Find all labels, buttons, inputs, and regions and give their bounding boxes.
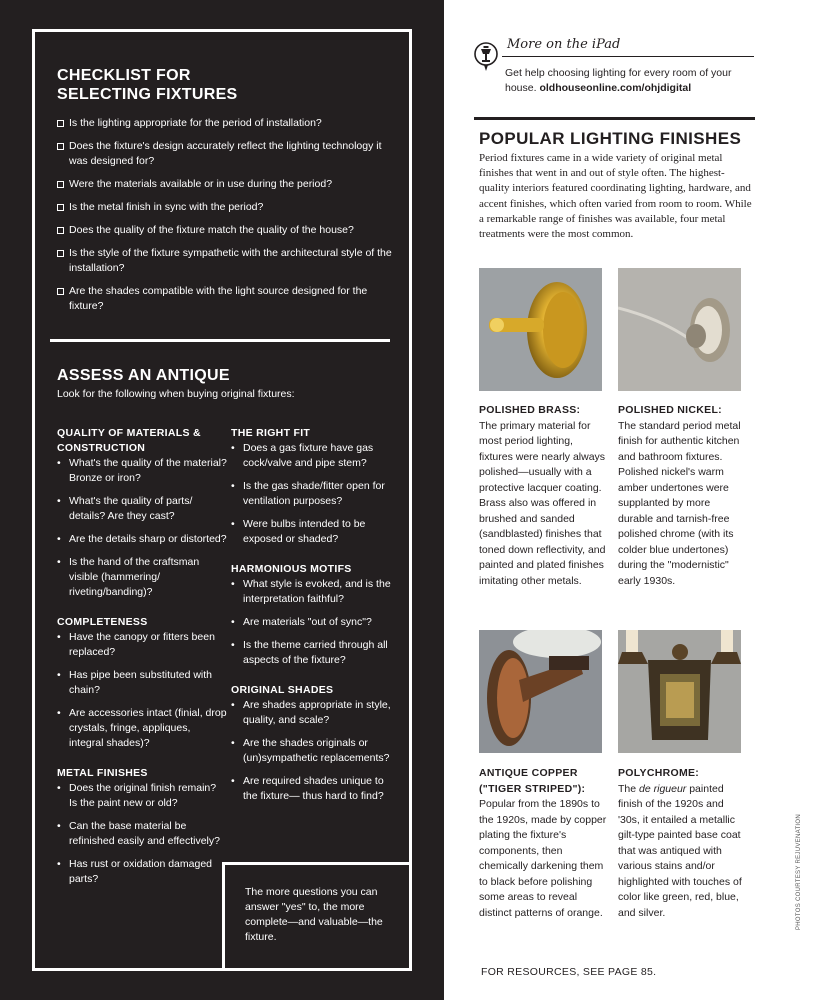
ipad-rule	[502, 56, 754, 57]
finish-heading: POLISHED BRASS:	[479, 404, 581, 416]
list-item: • Does the original finish remain? Is the paint new or old?	[57, 781, 227, 811]
section-heading-right-fit: THE RIGHT FIT	[231, 427, 311, 439]
resources-note: FOR RESOURCES, SEE PAGE 85.	[481, 966, 657, 978]
right-fit-list	[231, 441, 401, 547]
finish-text-pre: The	[618, 782, 640, 795]
checklist-item: Is the metal finish in sync with the period?	[57, 200, 402, 215]
finish-heading: ANTIQUE COPPER ("TIGER STRIPED"):	[479, 767, 586, 795]
finish-heading: POLYCHROME:	[618, 767, 700, 779]
list-item: • Has rust or oxidation damaged parts?	[57, 857, 227, 887]
finishes-title: POPULAR LIGHTING FINISHES	[479, 129, 742, 148]
checklist-item: Does the quality of the fixture match the quality of the house?	[57, 223, 402, 238]
finish-text: The primary material for most period lighting, fixtures were nearly always polished—usually with a protective lacquer coating. Brass also was offered in brushed and sanded (sandblasted) finishes that toned down reflectivity, and painted and plated finishes imitating other metals.	[479, 419, 606, 587]
list-item: • Can the base material be refinished easily and effectively?	[57, 819, 227, 849]
ipad-text	[505, 66, 755, 96]
assess-title: ASSESS AN ANTIQUE	[57, 367, 230, 384]
ipad-description: Get help choosing lighting for every room of your house.	[505, 67, 732, 94]
list-item: • Has pipe been substituted with chain?	[57, 668, 227, 698]
finish-heading: POLISHED NICKEL:	[618, 404, 722, 416]
panel-divider	[50, 339, 390, 342]
section-rule	[474, 117, 755, 120]
list-item: • Are the shades originals or (un)sympathetic replacements?	[231, 736, 401, 766]
finish-text-em: de rigueur	[639, 782, 687, 795]
photo-credit: PHOTOS COURTESY REJUVENATION	[796, 814, 802, 930]
list-item: • Were bulbs intended to be exposed or shaded?	[231, 517, 401, 547]
list-item: • What's the quality of the material? Bronze or iron?	[57, 456, 227, 486]
list-item: • Is the gas shade/fitter open for ventilation purposes?	[231, 479, 401, 509]
antique-copper-photo	[479, 630, 602, 753]
finish-antique-copper	[479, 766, 607, 921]
list-item: • Are required shades unique to the fixture— thus hard to find?	[231, 774, 401, 804]
section-heading-quality: QUALITY OF MATERIALS & CONSTRUCTION	[57, 427, 201, 454]
checklist-item: Are the shades compatible with the light source designed for the fixture?	[57, 284, 402, 314]
ipad-title: More on the iPad	[507, 37, 621, 52]
section-heading-motifs: HARMONIOUS MOTIFS	[231, 563, 352, 575]
assess-column-right	[231, 426, 401, 819]
list-item: • Are materials "out of sync"?	[231, 615, 401, 630]
list-item: • Are the details sharp or distorted?	[57, 532, 227, 547]
checklist-item: Were the materials available or in use during the period?	[57, 177, 402, 192]
list-item: • Does a gas fixture have gas cock/valve and pipe stem?	[231, 441, 401, 471]
lamp-icon	[474, 42, 498, 72]
quality-list	[57, 456, 227, 600]
checklist-title: CHECKLIST FOR SELECTING FIXTURES	[57, 67, 238, 103]
list-item: • Are shades appropriate in style, quality, and scale?	[231, 698, 401, 728]
motifs-list	[231, 577, 401, 668]
checklist	[57, 116, 402, 322]
polished-brass-photo	[479, 268, 602, 391]
list-item: • Is the theme carried through all aspects of the fixture?	[231, 638, 401, 668]
finish-text: Popular from the 1890s to the 1920s, made by copper plating the fixture's components, then chemically darkening them to black before polishing some areas to reveal distinct patterns of orange.	[479, 798, 607, 919]
finish-polished-nickel	[618, 403, 746, 589]
ipad-link[interactable]: oldhouseonline.com/ohjdigital	[539, 82, 692, 94]
assess-column-left	[57, 426, 227, 902]
list-item: • What's the quality of parts/ details? Are they cast?	[57, 494, 227, 524]
closing-text: The more questions you can answer "yes" to, the more complete—and valuable—the fixture.	[245, 886, 383, 943]
list-item: • Have the canopy or fitters been replaced?	[57, 630, 227, 660]
polished-nickel-photo	[618, 268, 741, 391]
finish-text: The standard period metal finish for authentic kitchen and bathroom fixtures. Polished nickel's warm amber undertones were supplanted by more durable and tarnish-free polished chrome (with its colder blue undertones) during the "modernistic" early 1930s.	[618, 419, 741, 587]
shades-list	[231, 698, 401, 804]
finish-polished-brass	[479, 403, 607, 589]
finishes-intro: Period fixtures came in a wide variety of original metal finishes that went in and out of style often. The highest-quality interiors featured coordinating lighting, hardware, and accent finishes, which often varied from room to room. While a remarkable range of finishes was available, four metal treatments were the most common.	[479, 152, 752, 241]
list-item: • What style is evoked, and is the interpretation faithful?	[231, 577, 401, 607]
section-heading-shades: ORIGINAL SHADES	[231, 684, 334, 696]
checklist-item: Is the style of the fixture sympathetic with the architectural style of the installation?	[57, 246, 402, 276]
polychrome-photo	[618, 630, 741, 753]
list-item: • Are accessories intact (finial, drop crystals, fringe, appliques, integral shades)?	[57, 706, 227, 751]
section-heading-completeness: COMPLETENESS	[57, 616, 148, 628]
checklist-item: Does the fixture's design accurately reflect the lighting technology it was designed for?	[57, 139, 402, 169]
finish-polychrome	[618, 766, 746, 921]
finish-text-post: painted finish of the 1920s and '30s, it entailed a metallic gilt-type painted base coat that was antiqued with various stains and/or highlighted with touches of color like green, red, blue, and silver.	[618, 782, 742, 919]
list-item: • Is the hand of the craftsman visible (hammering/ riveting/banding)?	[57, 555, 227, 600]
assess-intro: Look for the following when buying original fixtures:	[57, 388, 295, 400]
completeness-list	[57, 630, 227, 751]
checklist-item: Is the lighting appropriate for the period of installation?	[57, 116, 402, 131]
section-heading-metal: METAL FINISHES	[57, 767, 148, 779]
metal-list	[57, 781, 227, 887]
